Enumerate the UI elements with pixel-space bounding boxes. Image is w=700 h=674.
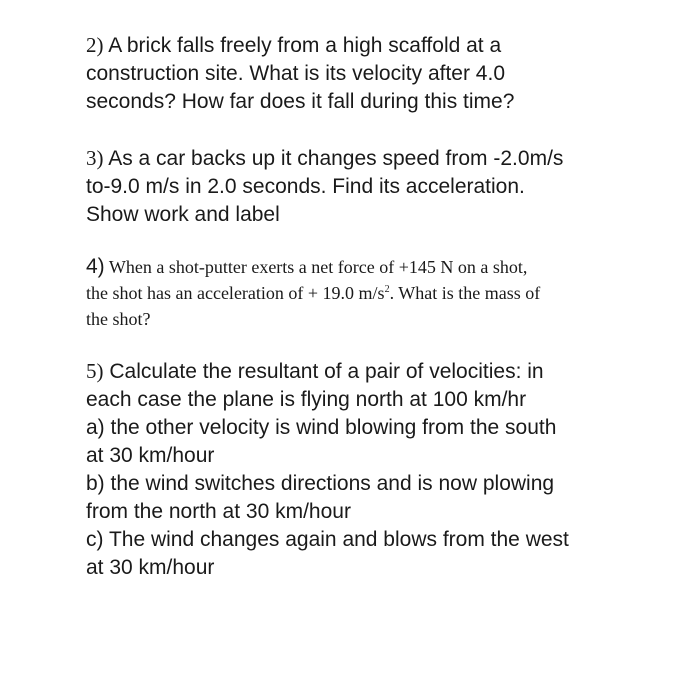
problem-4-text-1: When a shot-putter exerts a net force of +145 N on a shot, — [108, 257, 528, 277]
problem-3-line-2: to-9.0 m/s in 2.0 seconds. Find its acceleration. — [86, 175, 525, 198]
problem-5-line-2: each case the plane is flying north at 100 km/hr — [86, 388, 527, 411]
problem-3-line-1 — [86, 144, 646, 173]
problem-5-line-6: from the north at 30 km/hour — [86, 500, 351, 523]
problem-2 — [86, 31, 646, 116]
problem-2-line-3: seconds? How far does it fall during this time? — [86, 90, 515, 113]
problem-4-line-1 — [86, 254, 646, 280]
problem-4-superscript: 2 — [384, 284, 390, 295]
problem-2-number: 2) — [86, 33, 104, 57]
problem-3-number: 3) — [86, 146, 104, 170]
problem-5-line-5: b) the wind switches directions and is now plowing — [86, 472, 555, 495]
problem-4-line-3: the shot? — [86, 309, 151, 329]
problem-5-line-3: a) the other velocity is wind blowing from the south — [86, 416, 557, 439]
problem-4-number: 4) — [86, 255, 105, 278]
problem-5-line-7: c) The wind changes again and blows from the west — [86, 528, 569, 551]
problem-5-line-4: at 30 km/hour — [86, 444, 215, 467]
problem-2-line-1 — [86, 31, 646, 60]
problem-3-line-3: Show work and label — [86, 203, 280, 226]
problem-4-line-2 — [86, 280, 646, 306]
problem-5-text-1: Calculate the resultant of a pair of velocities: in — [109, 360, 544, 383]
problem-5-number: 5) — [86, 359, 104, 383]
problem-5-line-1 — [86, 357, 646, 386]
problem-4-text-2b: . What is the mass of — [389, 283, 541, 303]
problem-5-line-8: at 30 km/hour — [86, 556, 215, 579]
problem-4 — [86, 254, 646, 332]
problem-3 — [86, 144, 646, 229]
problem-2-line-2: construction site. What is its velocity after 4.0 — [86, 62, 505, 85]
problem-4-text-2a: the shot has an acceleration of + 19.0 m/s — [86, 283, 385, 303]
problem-5 — [86, 357, 646, 582]
problem-2-text-1: A brick falls freely from a high scaffold at a — [108, 34, 502, 57]
problem-3-text-1: As a car backs up it changes speed from -2.0m/s — [108, 147, 564, 170]
